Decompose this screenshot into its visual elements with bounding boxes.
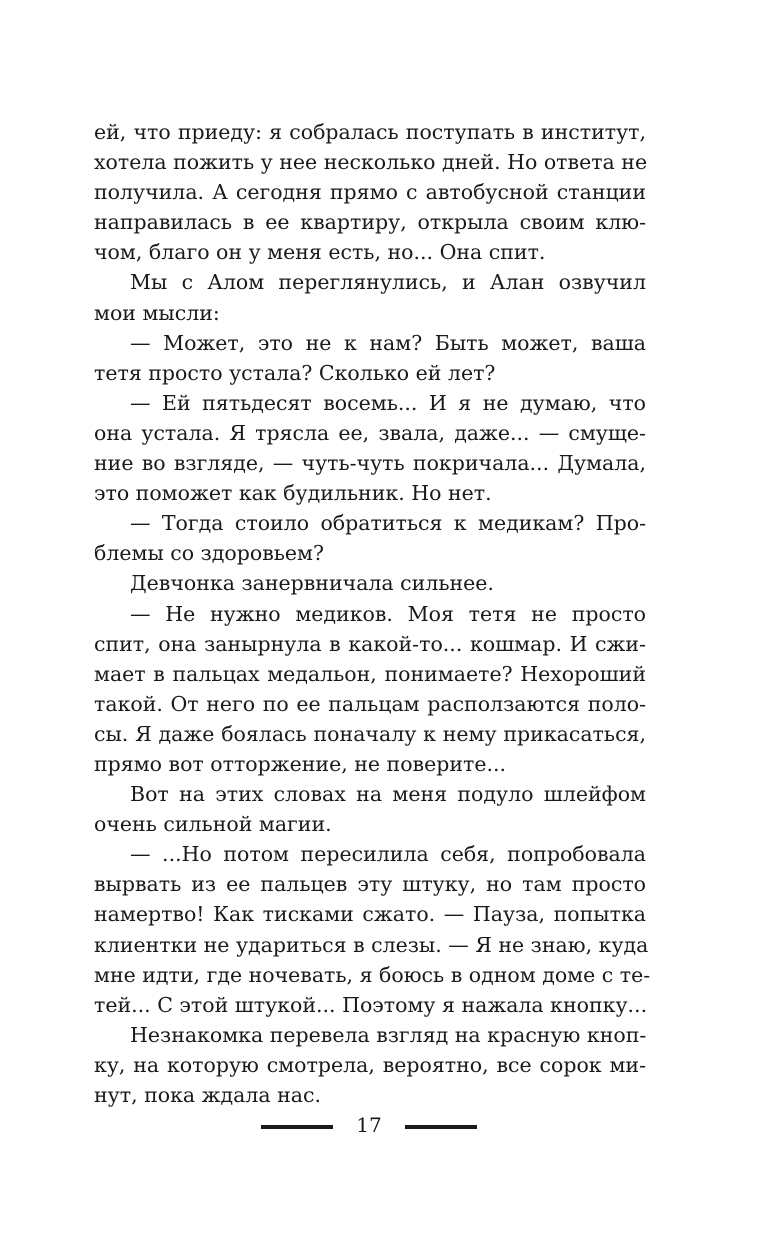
footer-rule-left xyxy=(261,1125,333,1129)
text-line: очень сильной магии. xyxy=(94,812,332,837)
page-footer xyxy=(0,1110,768,1140)
text-line: блемы со здоровьем? xyxy=(94,541,324,566)
text-line: нут, пока ждала нас. xyxy=(94,1083,322,1107)
text-line: спит, она занырнула в какой-то... кошмар. И сжи- xyxy=(94,631,646,656)
text-line: намертво! Как тисками сжато. — Пауза, попытка xyxy=(94,902,646,927)
text-line: ние во взгляде, — чуть-чуть покричала... Думала, xyxy=(94,451,646,476)
text-line: мает в пальцах медальон, понимаете? Нехороший xyxy=(94,661,646,686)
footer-rule-right xyxy=(405,1125,477,1129)
text-line: — Тогда стоило обратиться к медикам? Про- xyxy=(130,511,646,536)
text-line: она устала. Я трясла ее, звала, даже... — смуще- xyxy=(94,420,646,445)
text-line: вырвать из ее пальцев эту штуку, но там просто xyxy=(94,872,646,897)
text-line: клиентки не удариться в слезы. — Я не знаю, куда xyxy=(94,932,649,957)
text-line: хотела пожить у нее несколько дней. Но ответа не xyxy=(94,150,648,175)
text-line: получила. А сегодня прямо с автобусной станции xyxy=(94,180,646,205)
text-line: такой. От него по ее пальцам расползаются поло- xyxy=(94,691,646,716)
text-line: тетя просто устала? Сколько ей лет? xyxy=(94,360,496,385)
text-line: мне идти, где ночевать, я боюсь в одном доме с те- xyxy=(94,962,651,987)
text-line: Мы с Алом переглянулись, и Алан озвучил xyxy=(130,270,646,295)
text-line: ей, что приеду: я собралась поступать в институт, xyxy=(94,120,646,144)
text-line: сы. Я даже боялась поначалу к нему прикасаться, xyxy=(94,721,646,746)
text-line: чом, благо он у меня есть, но... Она спит. xyxy=(94,240,546,265)
text-line: ку, на которую смотрела, вероятно, все сорок ми- xyxy=(94,1052,646,1077)
text-line: Незнакомка перевела взгляд на красную кноп- xyxy=(130,1022,647,1047)
text-line: — Может, это не к нам? Быть может, ваша xyxy=(130,330,646,355)
body-text xyxy=(94,117,651,1110)
text-line: Вот на этих словах на меня подуло шлейфом xyxy=(130,782,646,807)
text-line: направилась в ее квартиру, открыла своим клю- xyxy=(94,210,646,235)
text-line: — ...Но потом пересилила себя, попробовала xyxy=(130,842,646,867)
text-line: это поможет как будильник. Но нет. xyxy=(94,481,492,506)
text-line: — Не нужно медиков. Моя тетя не просто xyxy=(130,601,646,626)
text-line: прямо вот отторжение, не поверите... xyxy=(94,751,507,776)
text-line: тей... С этой штукой... Поэтому я нажала кнопку... xyxy=(94,992,648,1017)
text-line: Девчонка занервничала сильнее. xyxy=(130,571,494,596)
text-line: — Ей пятьдесят восемь... И я не думаю, что xyxy=(130,390,646,415)
text-line: мои мысли: xyxy=(94,300,220,325)
page-number: 17 xyxy=(356,1113,382,1137)
